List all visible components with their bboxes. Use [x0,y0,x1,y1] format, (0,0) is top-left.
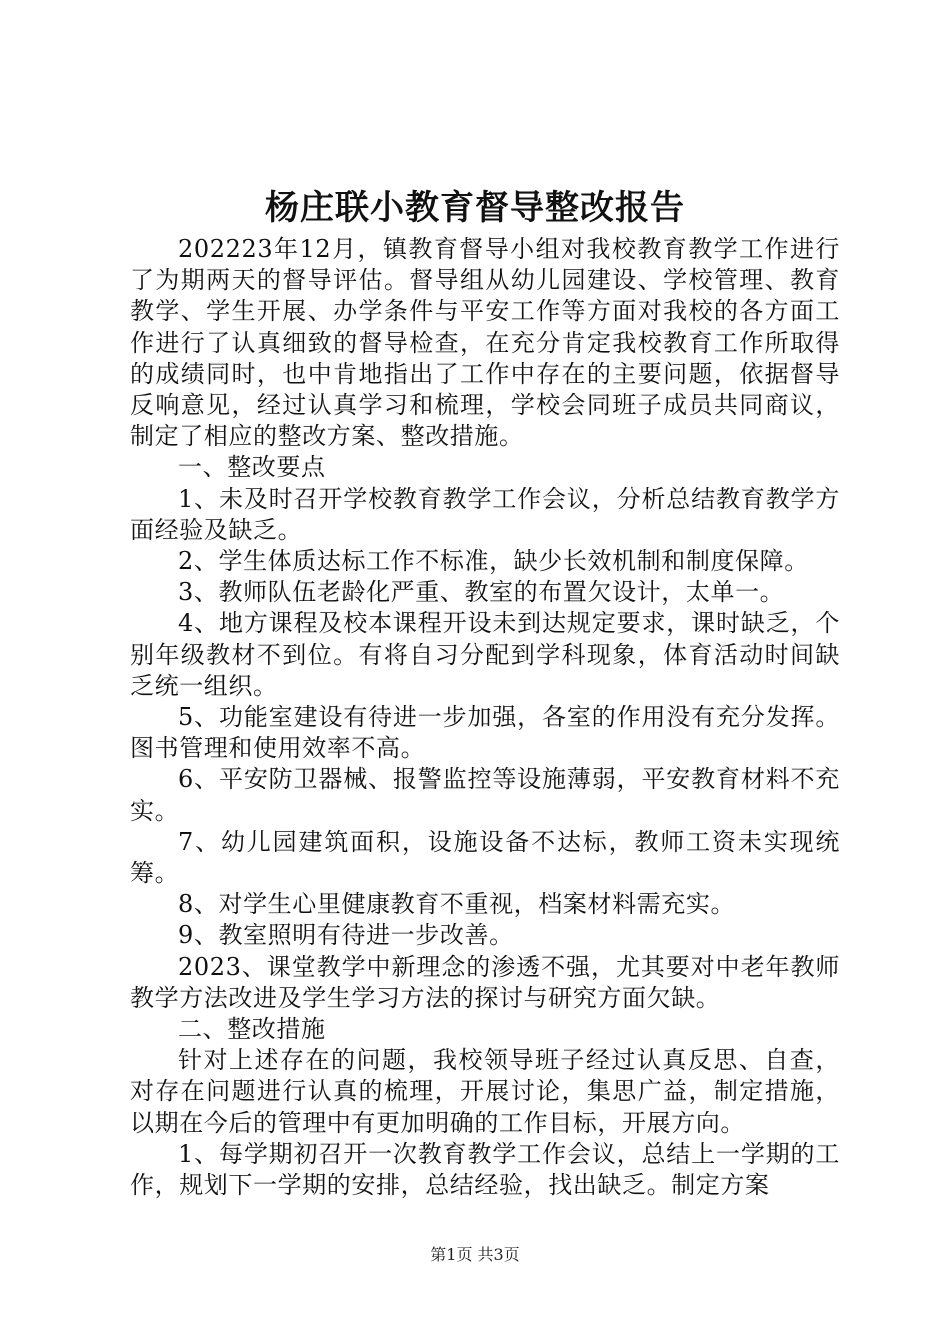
document-title: 杨庄联小教育督导整改报告 [265,188,685,228]
key-point-item: 2、学生体质达标工作不标准，缺少长效机制和制度保障。 [178,547,809,576]
document-body [130,234,840,1201]
key-point-item: 3、教师队伍老龄化严重、教室的布置欠设计，太单一。 [178,578,785,607]
section-heading-key-points: 一、整改要点 [178,453,326,482]
measures-intro-paragraph: 针对上述存在的问题，我校领导班子经过认真反思、自查，对存在问题进行认真的梳理，开展讨论，集思广益，制定措施，以期在今后的管理中有更加明确的工作目标，开展方向。 [130,1046,840,1137]
intro-paragraph: 202223年12月，镇教育督导小组对我校教育教学工作进行了为期两天的督导评估。督导组从幼儿园建设、学校管理、教育教学、学生开展、办学条件与平安工作等方面对我校的各方面工作进行了认真细致的督导检查，在充分肯定我校教育工作所取得的成绩同时，也中肯地指出了工作中存在的主要问题，依据督导反响意见，经过认真学习和梳理，学校会同班子成员共同商议，制定了相应的整改方案、整改措施。 [130,235,840,451]
key-point-item: 7、幼儿园建筑面积，设施设备不达标，教师工资未实现统筹。 [130,827,840,888]
key-point-item: 1、未及时召开学校教育教学工作会议，分析总结教育教学方面经验及缺乏。 [130,484,840,544]
measure-item: 1、每学期初召开一次教育教学工作会议，总结上一学期的工作，规划下一学期的安排，总结经验，找出缺乏。制定方案 [130,1139,840,1200]
page-footer: 第1页 共3页 [430,1245,520,1264]
key-point-item: 9、教室照明有待进一步改善。 [178,921,514,950]
key-point-item: 2023、课堂教学中新理念的渗透不强，尤其要对中老年教师教学方法改进及学生学习方法的探讨与研究方面欠缺。 [130,952,840,1012]
key-point-item: 8、对学生心里健康教育不重视，档案材料需充实。 [178,890,736,919]
key-point-item: 4、地方课程及校本课程开设未到达规定要求，课时缺乏，个别年级教材不到位。有将自习分配到学科现象，体育活动时间缺乏统一组织。 [130,609,840,700]
key-point-item: 6、平安防卫器械、报警监控等设施薄弱，平安教育材料不充实。 [130,765,840,825]
section-heading-measures: 二、整改措施 [178,1015,326,1044]
key-point-item: 5、功能室建设有待进一步加强，各室的作用没有充分发挥。图书管理和使用效率不高。 [130,703,840,763]
